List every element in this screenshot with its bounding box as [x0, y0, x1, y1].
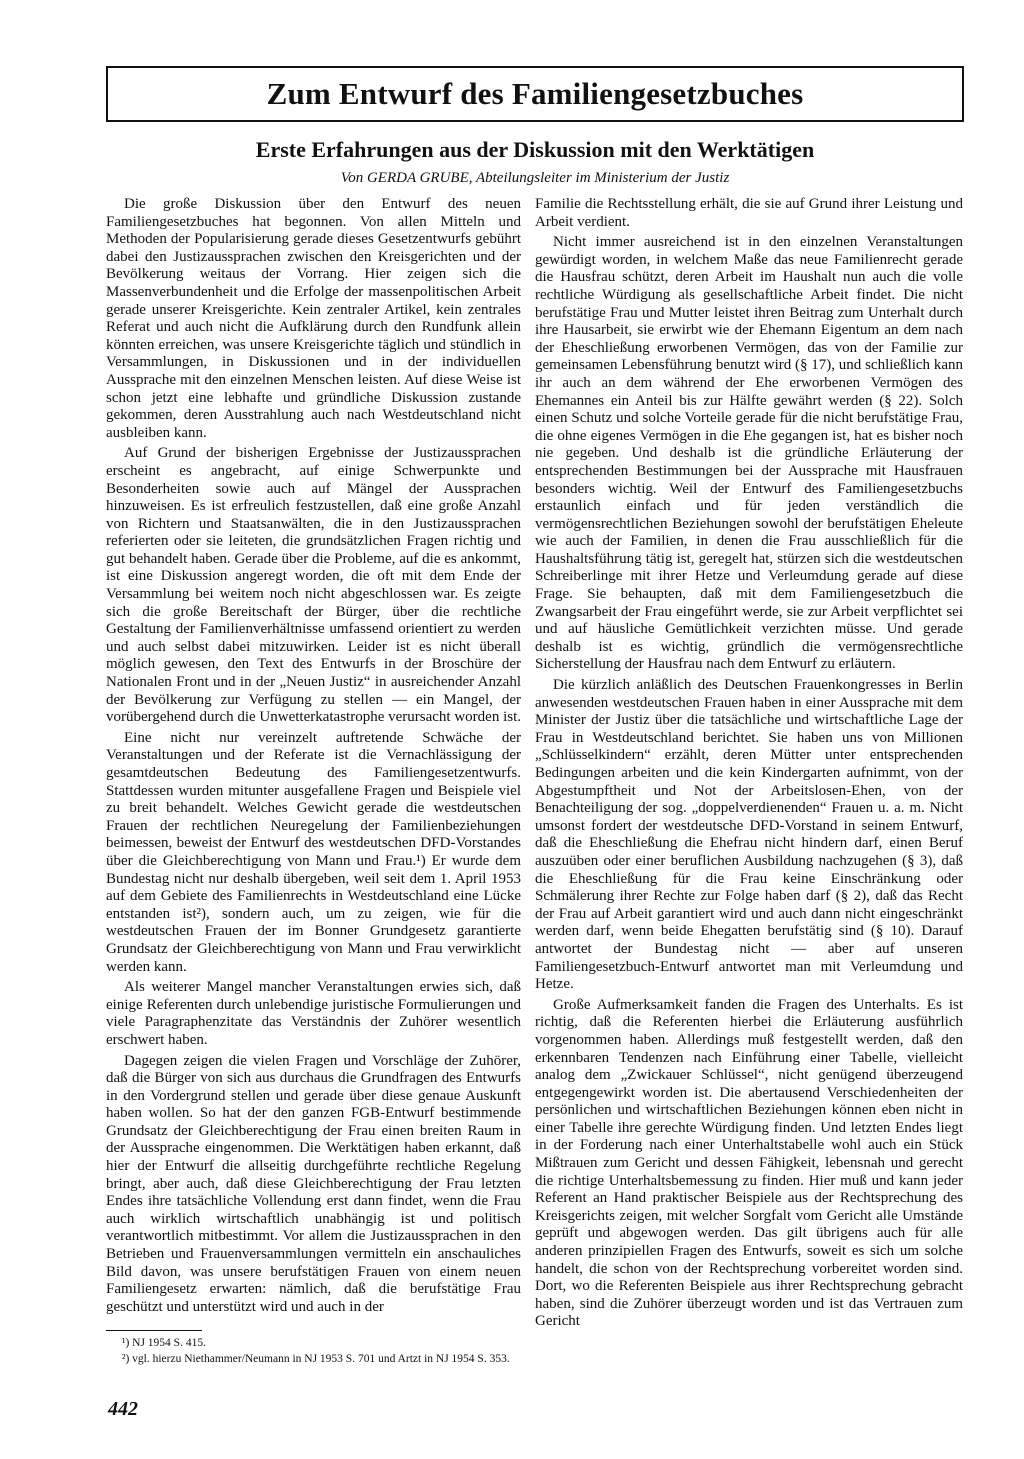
paragraph: Die kürzlich anläßlich des Deutschen Frauenkongresses in Berlin anwesenden westdeutschen Frauen haben in einer Aussprache mit dem Minister der Justiz über die tatsächliche und wirtschaftliche Lage der Frau in Westdeutschland berichtet. Sie haben uns von Millionen „Schlüsselkindern“ erzählt, deren Mütter unter entsprechenden Bedingungen arbeiten und die kein Kindergarten aufnimmt, von der Abgestumpftheit und Not der Arbeitslosen-Ehen, von der Benachteiligung der sog. „doppelverdienenden“ Frauen u. a. m. Nicht umsonst fordert der westdeutsche DFD-Vorstand in seinem Entwurf, daß die Eheschließung die Ehefrau nicht hindern darf, einen Beruf auszuüben oder einer beruflichen Ausbildung nachzugehen (§ 3), daß die Eheschließung für die Frau keine Einschränkung oder Schmälerung ihrer Rechte zur Folge haben darf (§ 2), daß das Recht der Frau auf Arbeit garantiert wird und auch dann nicht eingeschränkt werden darf, wenn beide Ehegatten berufstätig sind (§ 10). Darauf antwortet der Bundestag nicht — aber auf unseren Familiengesetzbuch-Entwurf antwortet man mit Verleumdung und Hetze.: [535, 677, 963, 993]
section-title-box: [106, 66, 964, 122]
footnotes: [106, 1336, 521, 1368]
paragraph: Eine nicht nur vereinzelt auftretende Schwäche der Veranstaltungen und der Referate ist die Vernachlässigung der gesamtdeutschen Bedeutung des Familiengesetzentwurfs. Stattdessen wurden mitunter ausgefallene Fragen und Beispiele viel zu breit behandelt. Welches Gewicht gerade die westdeutschen Frauen der rechtlichen Neuregelung der Familienbeziehungen beimessen, beweist der Entwurf des westdeutschen DFD-Vorstandes über die Gleichberechtigung von Mann und Frau.¹) Er wurde dem Bundestag nicht nur deshalb übergeben, weil seit dem 1. April 1953 auf dem Gebiete des Familienrechts in Westdeutschland eine Lücke entstanden ist²), sondern auch, um zu zeigen, wie für die westdeutschen Frauen der im Bonner Grundgesetz garantierte Grundsatz der Gleichberechtigung von Mann und Frau verwirklicht werden kann.: [106, 729, 521, 975]
paragraph: Nicht immer ausreichend ist in den einzelnen Veranstaltungen gewürdigt worden, in welchem Maße das neue Familienrecht gerade die Hausfrau schützt, deren Arbeit im Haushalt nun auch die volle rechtliche Würdigung als gesellschaftliche Arbeit findet. Die nicht berufstätige Frau und Mutter leistet ihren Beitrag zum Unterhalt durch ihre Hausarbeit, sie erwirbt wie der Ehemann Eigentum an dem nach der Eheschließung erworbenen Vermögen, das von der Familie zur gemeinsamen Lebensführung benutzt wird (§ 17), und schließlich kann ihr auch an dem während der Ehe erworbenen Vermögen des Ehemannes ein Anteil bis zur Hälfte gewährt werden (§ 22). Solch einen Schutz und solche Vorteile gerade für die nicht berufstätige Frau, die ohne eigenes Vermögen in die Ehe gegangen ist, hat es bisher noch nie gegeben. Und deshalb ist die gründliche Erläuterung der entsprechenden Bestimmungen bei der Aussprache mit Hausfrauen besonders wichtig. Weil der Entwurf des Familiengesetzbuchs erstaunlich einfach und für jeden verständlich die vermögensrechtlichen Beziehungen sowohl der berufstätigen Eheleute wie auch der Familien, in denen die Frau ausschließlich für die Haushaltsführung tätig ist, geregelt hat, stürzen sich die westdeutschen Schreiberlinge mit ihrer Hetze und Verleumdung gerade auf diese Frage. Sie behaupten, daß mit dem Familiengesetzbuch die Zwangsarbeit der Frau eingeführt werde, sie zur Arbeit verpflichtet sei und auf häusliche Gemütlichkeit verzichten müsse. Und gerade deshalb ist es wichtig, gründlich die vermögensrechtliche Sicherstellung der Hausfrau nach dem Entwurf zu erläutern.: [535, 234, 963, 673]
right-column: [535, 196, 963, 1334]
section-title: Zum Entwurf des Familiengesetzbuches: [266, 76, 804, 111]
article-title: Erste Erfahrungen aus der Diskussion mit den Werktätigen: [255, 137, 815, 162]
footnote: ¹) NJ 1954 S. 415.: [122, 1337, 206, 1349]
paragraph: Große Aufmerksamkeit fanden die Fragen des Unterhalts. Es ist richtig, daß die Referenten hierbei die Erläuterung ausführlich vorgenommen haben. Allerdings muß festgestellt werden, daß den erkennbaren Tendenzen nach Einführung einer Tabelle, vielleicht analog dem „Zwickauer Schlüssel“, nicht genügend überzeugend entgegengewirkt worden ist. Die abertausend Verschiedenheiten der persönlichen und wirtschaftlichen Beziehungen können eben nicht in einer Tabelle ihre gerechte Würdigung finden. Und letzten Endes liegt in der Forderung nach einer Unterhaltstabelle wohl auch ein Stück Mißtrauen zum Gericht und dessen Fähigkeit, lebensnah und gerecht die richtige Unterhaltsbemessung zu finden. Hier muß und kann jeder Referent an Hand praktischer Beispiele aus der Rechtsprechung des Kreisgerichts zeigen, mit welcher Sorgfalt vom Gericht alle Umstände geprüft und abgewogen werden. Das gilt übrigens auch für alle anderen prinzipiellen Fragen des Entwurfs, soweit es sich um solche handelt, die schon von der Rechtsprechung vorbereitet worden sind. Dort, wo die Referenten Beispiele aus ihrer Rechtsprechung gebracht haben, sind die Zuhörer überzeugt worden und ist das Vertrauen zum Gericht: [535, 996, 963, 1330]
byline: Von GERDA GRUBE, Abteilungsleiter im Ministerium der Justiz: [340, 170, 730, 186]
left-column: [106, 196, 521, 1319]
paragraph: Auf Grund der bisherigen Ergebnisse der Justizaussprachen erscheint es angebracht, auf einige Schwerpunkte und Besonderheiten sowie auch auf Mängel der Aussprachen hinzuweisen. Es ist erfreulich festzustellen, daß eine große Anzahl von Richtern und Staatsanwälten, die in den Justizaussprachen referierten oder sie leiteten, die grundsätzlichen Fragen richtig und gut behandelt haben. Gerade über die Probleme, auf die es ankommt, ist eine Diskussion angeregt worden, die oft mit dem Ende der Versammlung bei weitem noch nicht abgeschlossen war. Es zeigte sich die große Bereitschaft der Bürger, über die rechtliche Gestaltung der Familienverhältnisse umfassend orientiert zu werden und auch selbst dabei mitzuwirken. Leider ist es nicht überall möglich gewesen, den Text des Entwurfs in der Broschüre der Nationalen Front und in der „Neuen Justiz“ in ausreichender Anzahl der Bevölkerung zur Verfügung zu stellen — ein Mangel, der vorübergehend durch die Unwetterkatastrophe verursacht worden ist.: [106, 445, 521, 726]
paragraph: Dagegen zeigen die vielen Fragen und Vorschläge der Zuhörer, daß die Bürger von sich aus durchaus die Grundfragen des Entwurfs in den Vordergrund stellen und gerade über diese genaue Auskunft haben wollen. So hat der den ganzen FGB-Entwurf bestimmende Grundsatz der Gleichberechtigung der Frau einen breiten Raum in der Aussprache eingenommen. Die Werktätigen haben erkannt, daß hier der Entwurf die allseitig durchgeführte rechtliche Regelung bringt, aber auch, daß diese Gleichberechtigung der Frau letzten Endes ihre tatsächliche Vollendung erst dann findet, wenn die Frau auch wirklich wirtschaftlich unabhängig ist und politisch verantwortlich mitbestimmt. Vor allem die Justizaussprachen in den Betrieben und Frauenversammlungen vermitteln ein anschauliches Bild davon, was unsere berufstätigen Frauen von einem neuen Familiengesetz erwarten: nämlich, daß die berufstätige Frau geschützt und unterstützt wird und auch in der: [106, 1052, 521, 1315]
footnote-divider: [106, 1330, 202, 1331]
paragraph: Als weiterer Mangel mancher Veranstaltungen erwies sich, daß einige Referenten durch unlebendige juristische Formulierungen und viele Paragraphenzitate das Verständnis der Zuhörer wesentlich erschwert haben.: [106, 979, 521, 1048]
paragraph: Familie die Rechtsstellung erhält, die sie auf Grund ihrer Leistung und Arbeit verdient.: [535, 196, 963, 230]
page-number: 442: [108, 1398, 138, 1420]
footnote: ²) vgl. hierzu Niethammer/Neumann in NJ 1953 S. 701 und Artzt in NJ 1954 S. 353.: [122, 1353, 510, 1365]
paragraph: Die große Diskussion über den Entwurf des neuen Familiengesetzbuches hat begonnen. Von allen Mitteln und Methoden der Popularisierung gerade dieses Gesetzentwurfs gebührt dabei den Justizaussprachen zwischen den Kreisgerichten und der Bevölkerung weitaus der Vorrang. Hier zeigen sich die Massenverbundenheit und die Erfolge der massenpolitischen Arbeit gerade unserer Kreisgerichte. Kein zentraler Artikel, kein zentrales Referat und auch nicht die Aufklärung durch den Rundfunk allein könnten erreichen, was unsere Kreisgerichte täglich und stündlich in Versammlungen, in Diskussionen und in der individuellen Aussprache mit den einzelnen Menschen leisten. Auf diese Weise ist schon jetzt eine lebhafte und gründliche Diskussion zustande gekommen, deren Ausstrahlung auch nach Westdeutschland nicht ausbleiben kann.: [106, 196, 521, 441]
